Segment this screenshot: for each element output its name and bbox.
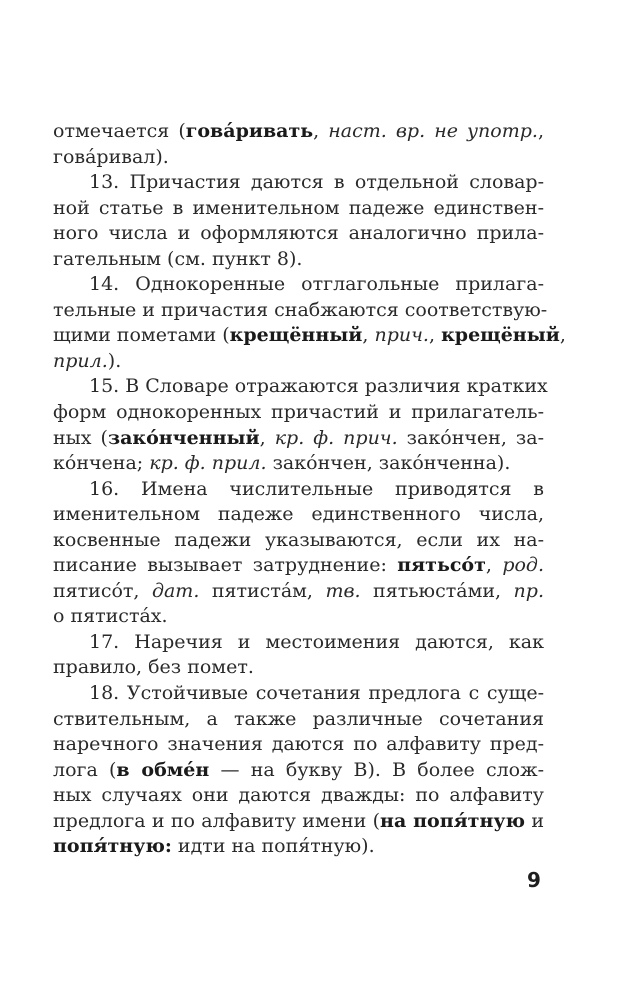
grammar-label: дат. [151,579,200,602]
text-run: пятиста́м, [199,579,326,602]
text-run: ). [107,349,122,372]
text-line [53,272,544,298]
text-line [53,221,544,247]
headword: в обме́н [116,758,210,781]
text-run: ной статье в именительном падеже единствен- [53,196,544,219]
text-run: , [559,324,566,347]
text-line [53,426,544,452]
text-run: ного числа и оформляются аналогично прила- [53,222,544,245]
text-run: писание вызывает затруднение: [53,554,398,577]
text-line [53,196,544,222]
headword: зако́нченный [107,426,260,449]
text-run: гова́ривал). [53,145,169,168]
grammar-label: пр. [513,579,544,602]
text-line [53,247,544,273]
text-line [53,323,566,349]
text-run: , [428,324,442,347]
text-line [53,349,544,375]
text-run: именительном падеже единственного числа, [53,503,544,526]
text-line [53,604,544,630]
text-line [53,553,544,579]
text-line [53,758,544,784]
text-line [53,170,544,196]
text-line [53,655,544,681]
headword: попя́тную: [53,835,172,858]
grammar-label: прич. [374,324,429,347]
text-line [53,374,548,400]
text-run: идти на попя́тную). [171,835,375,858]
text-run: пятисо́т, [53,579,152,602]
text-line [53,400,544,426]
page-body [53,119,566,860]
text-run: и [525,809,544,832]
text-run: косвенные падежи указываются, если их на- [53,528,544,551]
grammar-label: кр. ф. прич. [274,426,398,449]
text-run: ствительным, а также различные сочетания [53,707,544,730]
text-line [53,834,544,860]
text-run: 15. В Словаре отражаются различия кратких [89,375,548,398]
text-run: , [259,426,275,449]
grammar-label: прил. [53,349,108,372]
text-run: ных ( [53,426,108,449]
text-run: , [362,324,375,347]
text-run: — на букву В). В более слож- [209,758,544,781]
text-run: ко́нчена; [53,452,150,475]
headword: на попя́тную [380,809,525,832]
grammar-label: кр. ф. прил. [149,452,267,475]
text-line [53,145,544,171]
text-line [53,502,544,528]
text-run: ных случаях они даются дважды: по алфавиту [53,784,544,807]
text-run: , [537,120,544,142]
grammar-label: наст. вр. не употр. [328,120,538,142]
text-line [53,681,544,707]
text-run: форм однокоренных причастий и прилагатель- [53,401,544,424]
headword: крещённый [229,324,363,347]
text-run: 16. Имена числительные приводятся в [89,477,544,500]
text-run: тельные и причастия снабжаются соответствую- [53,298,548,321]
text-run: пятьюста́ми, [360,579,514,602]
text-run: лога ( [53,758,117,781]
text-line [53,783,544,809]
text-line [53,579,544,605]
text-run: щими пометами ( [53,324,230,347]
text-run: предлога и по алфавиту имени ( [53,809,381,832]
text-run: , [313,120,329,142]
text-run: , [485,554,503,577]
text-line [53,707,544,733]
page-number: 9 [527,868,541,892]
grammar-label: род. [502,554,544,577]
text-run: 14. Однокоренные отглагольные прилага- [89,273,544,296]
text-line [53,298,548,324]
headword: гова́ривать [185,120,314,142]
text-line [53,528,544,554]
text-line [53,477,544,503]
text-run: 18. Устойчивые сочетания предлога с суще- [89,682,544,705]
text-line [53,809,544,835]
text-run: зако́нчен, зако́нченна). [266,452,511,475]
text-run: зако́нчен, за- [397,426,544,449]
text-run: отмечается ( [53,120,186,142]
text-run: 13. Причастия даются в отдельной словар- [89,171,544,194]
text-line [53,451,544,477]
text-line [53,732,544,758]
text-run: гательным (см. пункт 8). [53,247,303,270]
grammar-label: тв. [325,579,361,602]
text-run: о пятиста́х. [53,605,168,628]
text-run: наречного значения даются по алфавиту пред- [53,733,544,756]
text-line [53,630,544,656]
text-run: 17. Наречия и местоимения даются, как [89,630,544,653]
headword: крещёный [441,324,560,347]
text-line [53,119,544,145]
text-run: правило, без помет. [53,656,254,679]
headword: пятьсо́т [397,554,486,577]
